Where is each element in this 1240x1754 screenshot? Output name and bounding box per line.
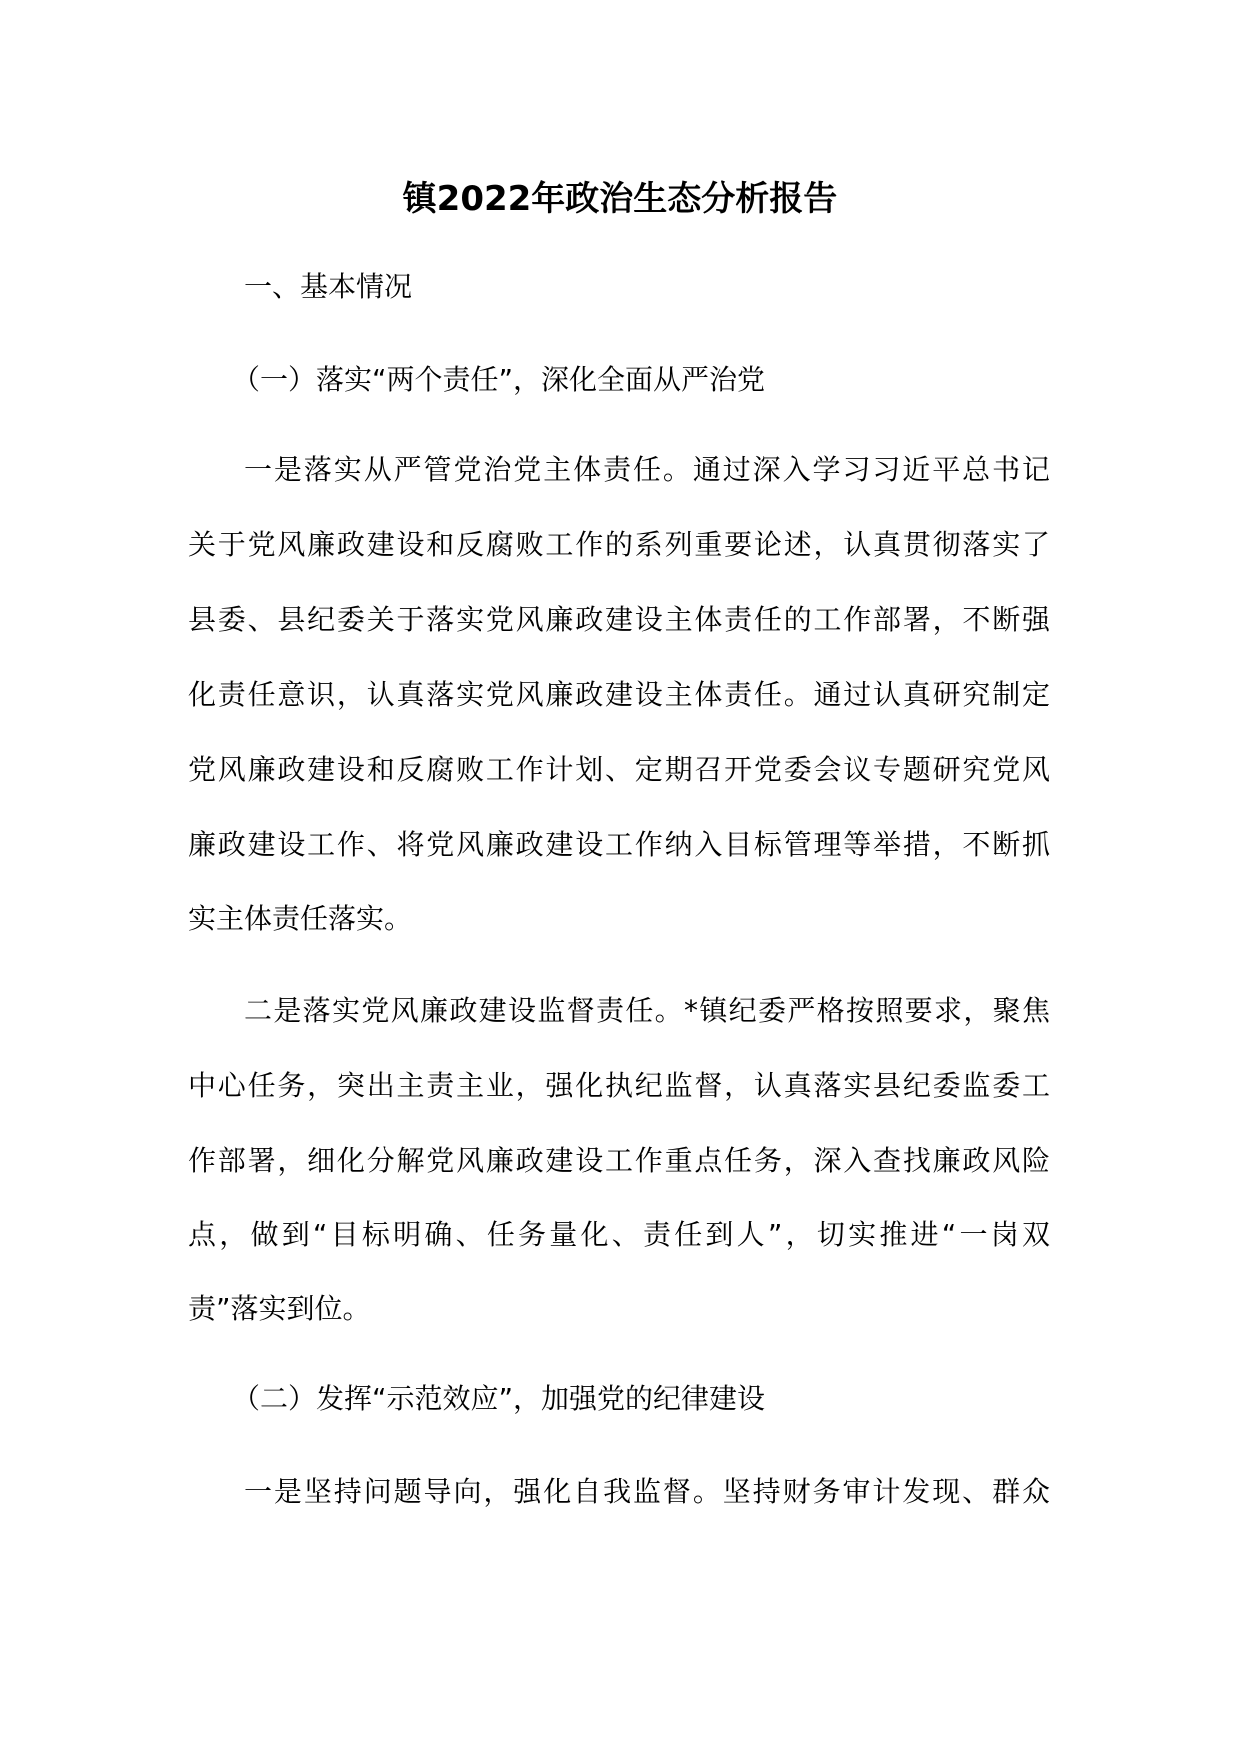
subsection-heading: （一）落实“两个责任”，深化全面从严治党 [232,363,766,396]
paragraph-line: 县委、县纪委关于落实党风廉政建设主体责任的工作部署，不断强 [188,603,1050,636]
paragraph-line: 点，做到“目标明确、任务量化、责任到人”，切实推进“一岗双 [188,1218,1050,1251]
paragraph-line: 实主体责任落实。 [188,902,413,935]
document-title: 镇2022年政治生态分析报告 [402,179,838,219]
paragraph-line: 一是坚持问题导向，强化自我监督。坚持财务审计发现、群众 [244,1475,1050,1508]
paragraph-line: 关于党风廉政建设和反腐败工作的系列重要论述，认真贯彻落实了 [188,528,1050,561]
paragraph-line: 廉政建设工作、将党风廉政建设工作纳入目标管理等举措，不断抓 [188,828,1050,861]
paragraph-line: 党风廉政建设和反腐败工作计划、定期召开党委会议专题研究党风 [188,753,1050,786]
section-heading: 一、基本情况 [244,270,413,303]
paragraph-line: 中心任务，突出主责主业，强化执纪监督，认真落实县纪委监委工 [188,1069,1050,1102]
paragraph-line: 化责任意识，认真落实党风廉政建设主体责任。通过认真研究制定 [188,678,1050,711]
paragraph-line: 作部署，细化分解党风廉政建设工作重点任务，深入查找廉政风险 [188,1144,1050,1177]
paragraph-line: 责”落实到位。 [188,1292,371,1325]
subsection-heading: （二）发挥“示范效应”，加强党的纪律建设 [232,1382,766,1415]
paragraph-line: 二是落实党风廉政建设监督责任。*镇纪委严格按照要求，聚焦 [244,994,1050,1027]
paragraph-line: 一是落实从严管党治党主体责任。通过深入学习习近平总书记 [244,453,1050,486]
